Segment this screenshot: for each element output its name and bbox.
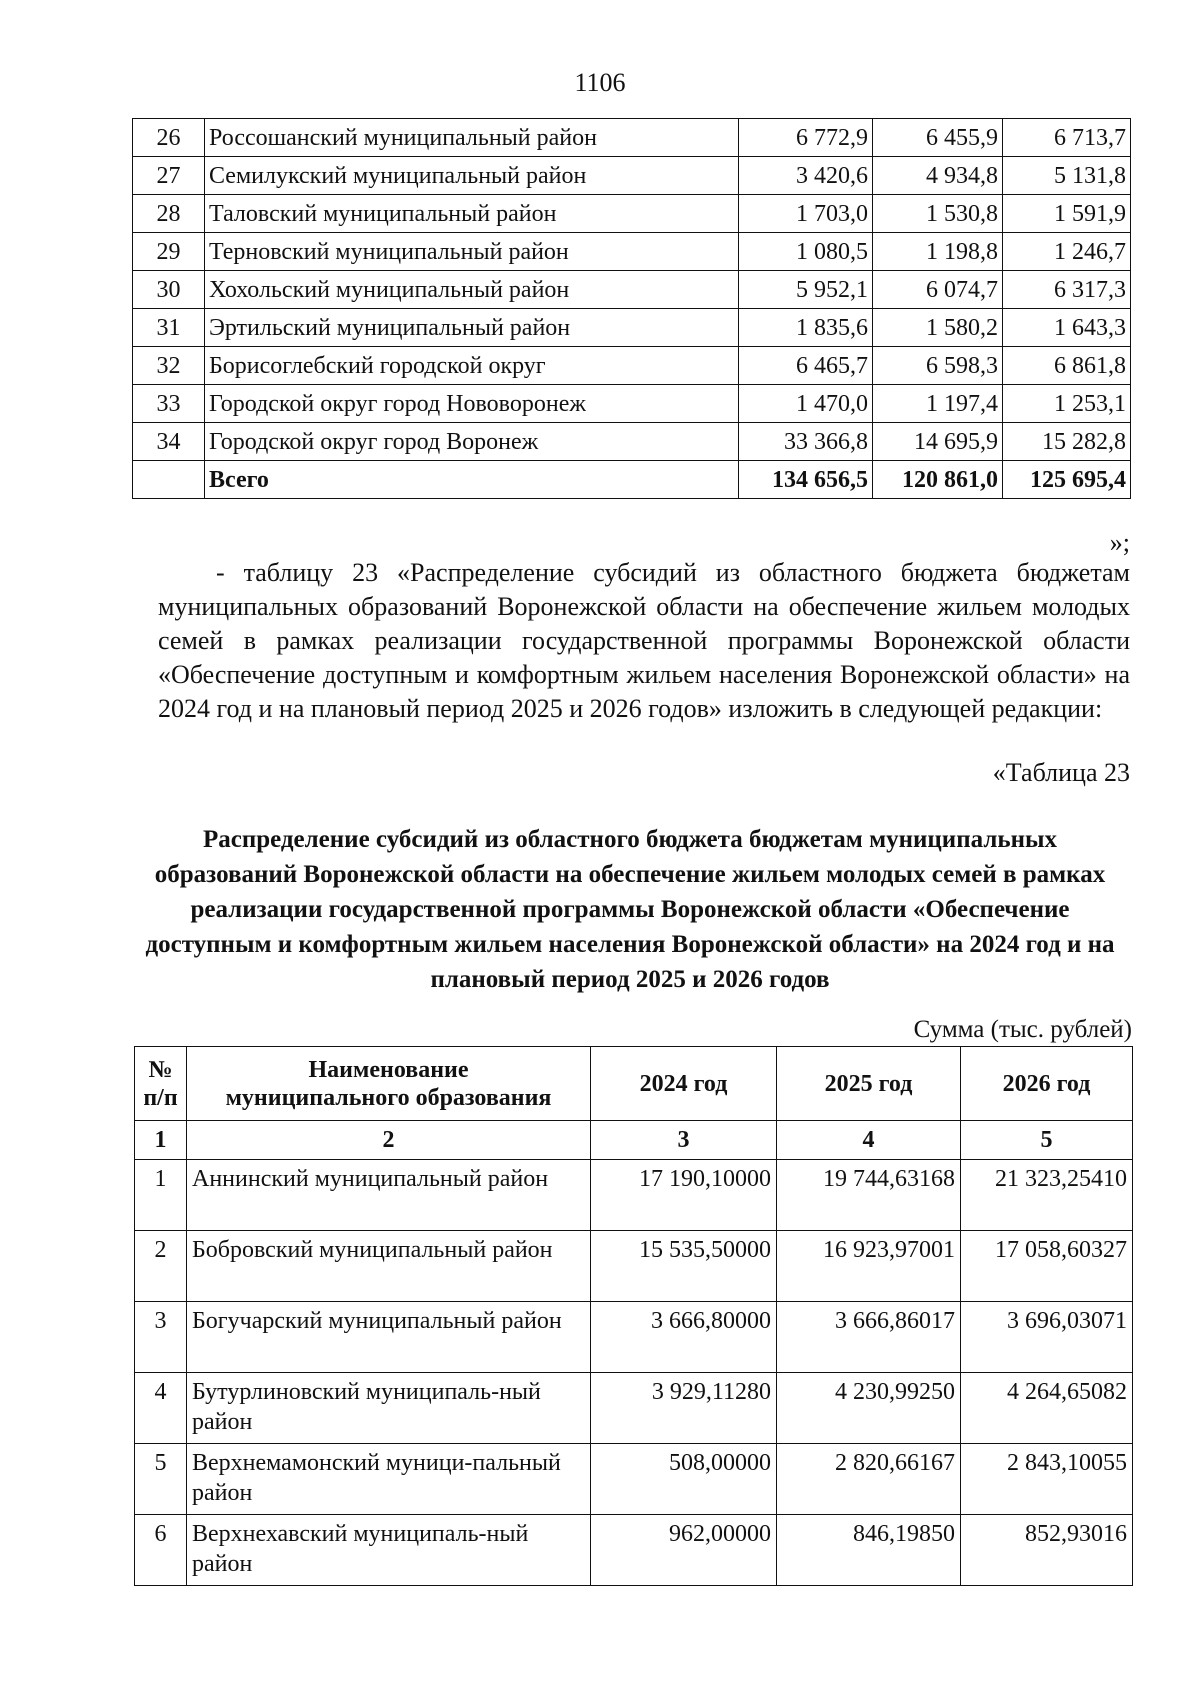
header-num: № п/п [135, 1047, 187, 1121]
value-2025: 16 923,97001 [777, 1231, 961, 1302]
table-row [135, 1160, 1133, 1231]
table-row [133, 347, 1131, 385]
table-heading: Распределение субсидий из областного бюджета бюджетам муниципальных образований Воронежской области на обеспечение жильем молодых семей в рамках реализации государственной программы Воронежской области «Обеспечение доступным и комфортным жильем населения Воронежской области» на 2024 год и на плановый период 2025 и 2026 годов [145, 826, 1115, 993]
value-2024: 962,00000 [591, 1515, 777, 1586]
total-2026: 125 695,4 [1003, 461, 1131, 499]
value-2025: 846,19850 [777, 1515, 961, 1586]
row-number: 3 [135, 1302, 187, 1373]
header-2026: 2026 год [961, 1047, 1133, 1121]
row-number: 32 [133, 347, 205, 385]
total-row [133, 461, 1131, 499]
total-blank-cell [133, 461, 205, 499]
row-name: Богучарский муниципальный район [187, 1302, 591, 1373]
row-name: Верхнехавский муниципаль-ный район [187, 1515, 591, 1586]
row-number: 2 [135, 1231, 187, 1302]
value-2026: 1 643,3 [1003, 309, 1131, 347]
row-number: 26 [133, 119, 205, 157]
column-index: 5 [961, 1121, 1133, 1160]
row-name: Россошанский муниципальный район [205, 119, 739, 157]
value-2024: 1 470,0 [739, 385, 873, 423]
row-name: Таловский муниципальный район [205, 195, 739, 233]
value-2024: 3 666,80000 [591, 1302, 777, 1373]
row-name: Борисоглебский городской округ [205, 347, 739, 385]
value-2026: 5 131,8 [1003, 157, 1131, 195]
row-number: 31 [133, 309, 205, 347]
value-2025: 1 198,8 [873, 233, 1003, 271]
total-label: Всего [205, 461, 739, 499]
value-2026: 2 843,10055 [961, 1444, 1133, 1515]
row-number: 29 [133, 233, 205, 271]
value-2025: 1 197,4 [873, 385, 1003, 423]
table-row [133, 423, 1131, 461]
column-index: 1 [135, 1121, 187, 1160]
value-2024: 3 420,6 [739, 157, 873, 195]
row-name: Городской округ город Нововоронеж [205, 385, 739, 423]
value-2026: 21 323,25410 [961, 1160, 1133, 1231]
value-2026: 15 282,8 [1003, 423, 1131, 461]
value-2024: 17 190,10000 [591, 1160, 777, 1231]
value-2024: 6 465,7 [739, 347, 873, 385]
table-header-row [135, 1047, 1133, 1121]
row-name: Эртильский муниципальный район [205, 309, 739, 347]
value-2026: 852,93016 [961, 1515, 1133, 1586]
row-number: 27 [133, 157, 205, 195]
value-2026: 1 246,7 [1003, 233, 1131, 271]
value-2025: 1 580,2 [873, 309, 1003, 347]
value-2024: 508,00000 [591, 1444, 777, 1515]
value-2024: 6 772,9 [739, 119, 873, 157]
page-number: 1106 [574, 68, 626, 97]
table-label: «Таблица 23 [992, 758, 1130, 787]
value-2024: 15 535,50000 [591, 1231, 777, 1302]
value-2025: 6 455,9 [873, 119, 1003, 157]
value-2026: 6 317,3 [1003, 271, 1131, 309]
table-row [135, 1373, 1133, 1444]
column-index: 2 [187, 1121, 591, 1160]
value-2024: 1 080,5 [739, 233, 873, 271]
value-2025: 1 530,8 [873, 195, 1003, 233]
table-row [135, 1515, 1133, 1586]
subsidy-table-continued [132, 118, 1131, 499]
value-2024: 33 366,8 [739, 423, 873, 461]
column-index: 4 [777, 1121, 961, 1160]
row-number: 34 [133, 423, 205, 461]
value-2025: 19 744,63168 [777, 1160, 961, 1231]
table-row [135, 1302, 1133, 1373]
table-row [133, 233, 1131, 271]
table-row [133, 119, 1131, 157]
total-2024: 134 656,5 [739, 461, 873, 499]
value-2026: 1 253,1 [1003, 385, 1131, 423]
value-2026: 1 591,9 [1003, 195, 1131, 233]
row-name: Верхнемамонский муници-пальный район [187, 1444, 591, 1515]
table-row [133, 157, 1131, 195]
closing-quote: »; [1109, 528, 1130, 557]
row-number: 4 [135, 1373, 187, 1444]
column-index: 3 [591, 1121, 777, 1160]
row-name: Городской округ город Воронеж [205, 423, 739, 461]
row-name: Аннинский муниципальный район [187, 1160, 591, 1231]
row-name: Бобровский муниципальный район [187, 1231, 591, 1302]
row-number: 28 [133, 195, 205, 233]
value-2026: 6 713,7 [1003, 119, 1131, 157]
row-name: Семилукский муниципальный район [205, 157, 739, 195]
value-2025: 4 230,99250 [777, 1373, 961, 1444]
table-row [133, 271, 1131, 309]
row-number: 1 [135, 1160, 187, 1231]
table-row [135, 1444, 1133, 1515]
row-number: 6 [135, 1515, 187, 1586]
row-number: 30 [133, 271, 205, 309]
column-index-row [135, 1121, 1133, 1160]
value-2025: 2 820,66167 [777, 1444, 961, 1515]
value-2026: 6 861,8 [1003, 347, 1131, 385]
row-name: Бутурлиновский муниципаль-ный район [187, 1373, 591, 1444]
row-name: Терновский муниципальный район [205, 233, 739, 271]
value-2025: 14 695,9 [873, 423, 1003, 461]
row-name: Хохольский муниципальный район [205, 271, 739, 309]
value-2024: 1 703,0 [739, 195, 873, 233]
value-2026: 17 058,60327 [961, 1231, 1133, 1302]
header-name: Наименование муниципального образования [187, 1047, 591, 1121]
total-2025: 120 861,0 [873, 461, 1003, 499]
units-label: Сумма (тыс. рублей) [913, 1016, 1132, 1043]
value-2025: 4 934,8 [873, 157, 1003, 195]
row-number: 33 [133, 385, 205, 423]
value-2026: 3 696,03071 [961, 1302, 1133, 1373]
value-2024: 5 952,1 [739, 271, 873, 309]
table-row [133, 195, 1131, 233]
value-2024: 1 835,6 [739, 309, 873, 347]
value-2026: 4 264,65082 [961, 1373, 1133, 1444]
table-row [135, 1231, 1133, 1302]
value-2025: 3 666,86017 [777, 1302, 961, 1373]
table-row [133, 385, 1131, 423]
row-number: 5 [135, 1444, 187, 1515]
header-2025: 2025 год [777, 1047, 961, 1121]
header-2024: 2024 год [591, 1047, 777, 1121]
amendment-paragraph: - таблицу 23 «Распределение субсидий из областного бюджета бюджетам муниципальных образований Воронежской области на обеспечение жильем молодых семей в рамках реализации государственной программы Воронежской области «Обеспечение доступным и комфортным жильем населения Воронежской области» на 2024 год и на плановый период 2025 и 2026 годов» изложить в следующей редакции: [158, 558, 1130, 723]
table-row [133, 309, 1131, 347]
subsidy-table-23 [134, 1046, 1133, 1586]
value-2024: 3 929,11280 [591, 1373, 777, 1444]
value-2025: 6 074,7 [873, 271, 1003, 309]
value-2025: 6 598,3 [873, 347, 1003, 385]
